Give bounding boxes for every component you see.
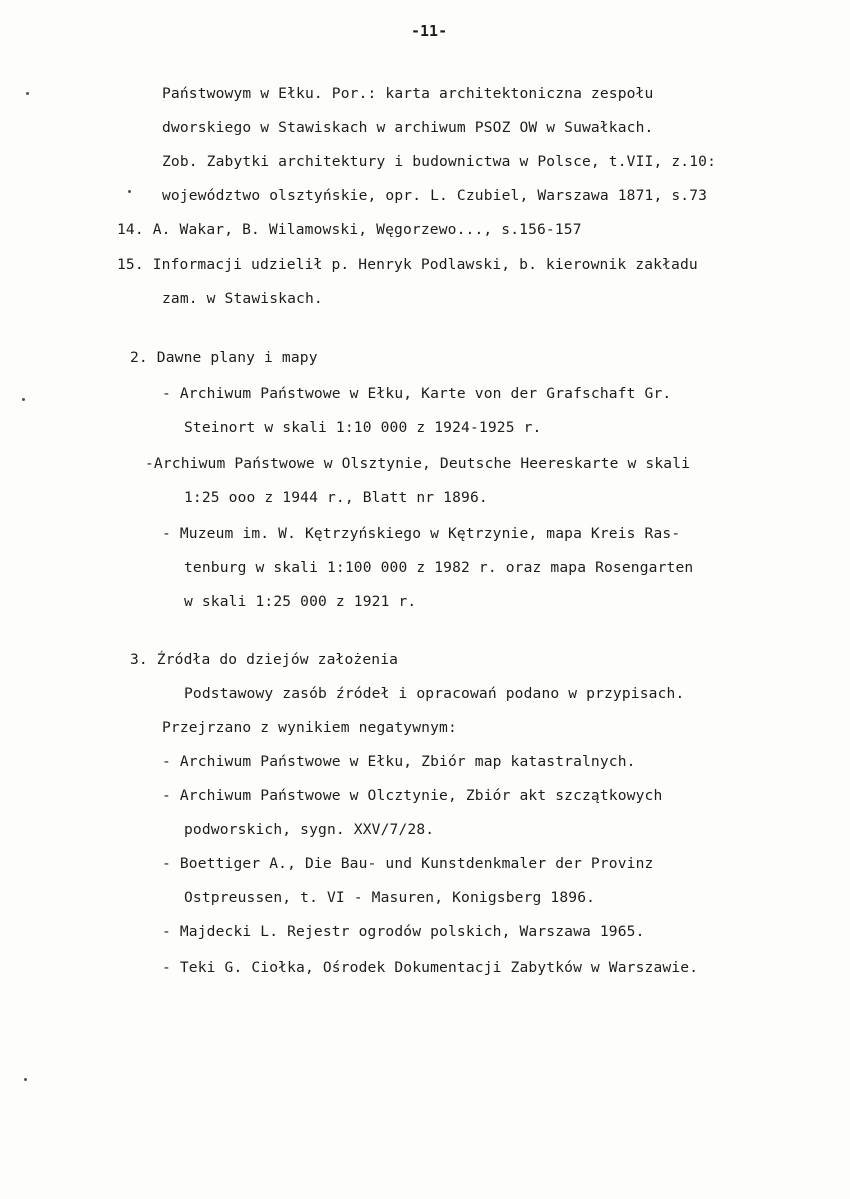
section-3-item: - Majdecki L. Rejestr ogrodów polskich, Warszawa 1965.: [162, 923, 645, 940]
section-2-item: - Archiwum Państwowe w Ełku, Karte von der Grafschaft Gr.: [162, 385, 672, 402]
footnote-14: 14. A. Wakar, B. Wilamowski, Węgorzewo..., s.156-157: [117, 221, 582, 238]
section-3-item: Ostpreussen, t. VI - Masuren, Konigsberg 1896.: [184, 889, 596, 906]
footnote-15-line: 15. Informacji udzielił p. Henryk Podlawski, b. kierownik zakładu: [117, 256, 698, 273]
section-2-item: w skali 1:25 000 z 1921 r.: [184, 593, 417, 610]
section-3-heading: 3. Źródła do dziejów założenia: [130, 651, 399, 668]
footnote-15-line: zam. w Stawiskach.: [162, 290, 323, 307]
scan-mark: [26, 92, 29, 95]
section-2-item: tenburg w skali 1:100 000 z 1982 r. oraz mapa Rosengarten: [184, 559, 694, 576]
section-3-item: - Archiwum Państwowe w Olcztynie, Zbiór akt szczątkowych: [162, 787, 663, 804]
footnote-line: Zob. Zabytki architektury i budownictwa w Polsce, t.VII, z.10:: [162, 153, 717, 170]
page-number: -11-: [411, 22, 448, 40]
scan-mark: [128, 190, 131, 193]
section-3-item: podworskich, sygn. XXV/7/28.: [184, 821, 435, 838]
scan-mark: [22, 398, 25, 401]
footnote-line: Państwowym w Ełku. Por.: karta architektoniczna zespołu: [162, 85, 654, 102]
section-3-item: - Teki G. Ciołka, Ośrodek Dokumentacji Zabytków w Warszawie.: [162, 959, 699, 976]
footnote-line: województwo olsztyńskie, opr. L. Czubiel, Warszawa 1871, s.73: [162, 187, 708, 204]
section-3-item: - Boettiger A., Die Bau- und Kunstdenkmaler der Provinz: [162, 855, 654, 872]
section-3-item: - Archiwum Państwowe w Ełku, Zbiór map katastralnych.: [162, 753, 636, 770]
section-3-intro: Podstawowy zasób źródeł i opracowań podano w przypisach.: [184, 685, 685, 702]
section-2-item: Steinort w skali 1:10 000 z 1924-1925 r.: [184, 419, 542, 436]
scan-mark: [24, 1078, 27, 1081]
section-2-item: - Muzeum im. W. Kętrzyńskiego w Kętrzynie, mapa Kreis Ras-: [162, 525, 681, 542]
footnote-line: dworskiego w Stawiskach w archiwum PSOZ OW w Suwałkach.: [162, 119, 654, 136]
section-2-heading: 2. Dawne plany i mapy: [130, 349, 318, 366]
section-2-item: 1:25 ooo z 1944 r., Blatt nr 1896.: [184, 489, 488, 506]
section-3-intro: Przejrzano z wynikiem negatywnym:: [162, 719, 457, 736]
section-2-item: -Archiwum Państwowe w Olsztynie, Deutsche Heereskarte w skali: [145, 455, 691, 472]
